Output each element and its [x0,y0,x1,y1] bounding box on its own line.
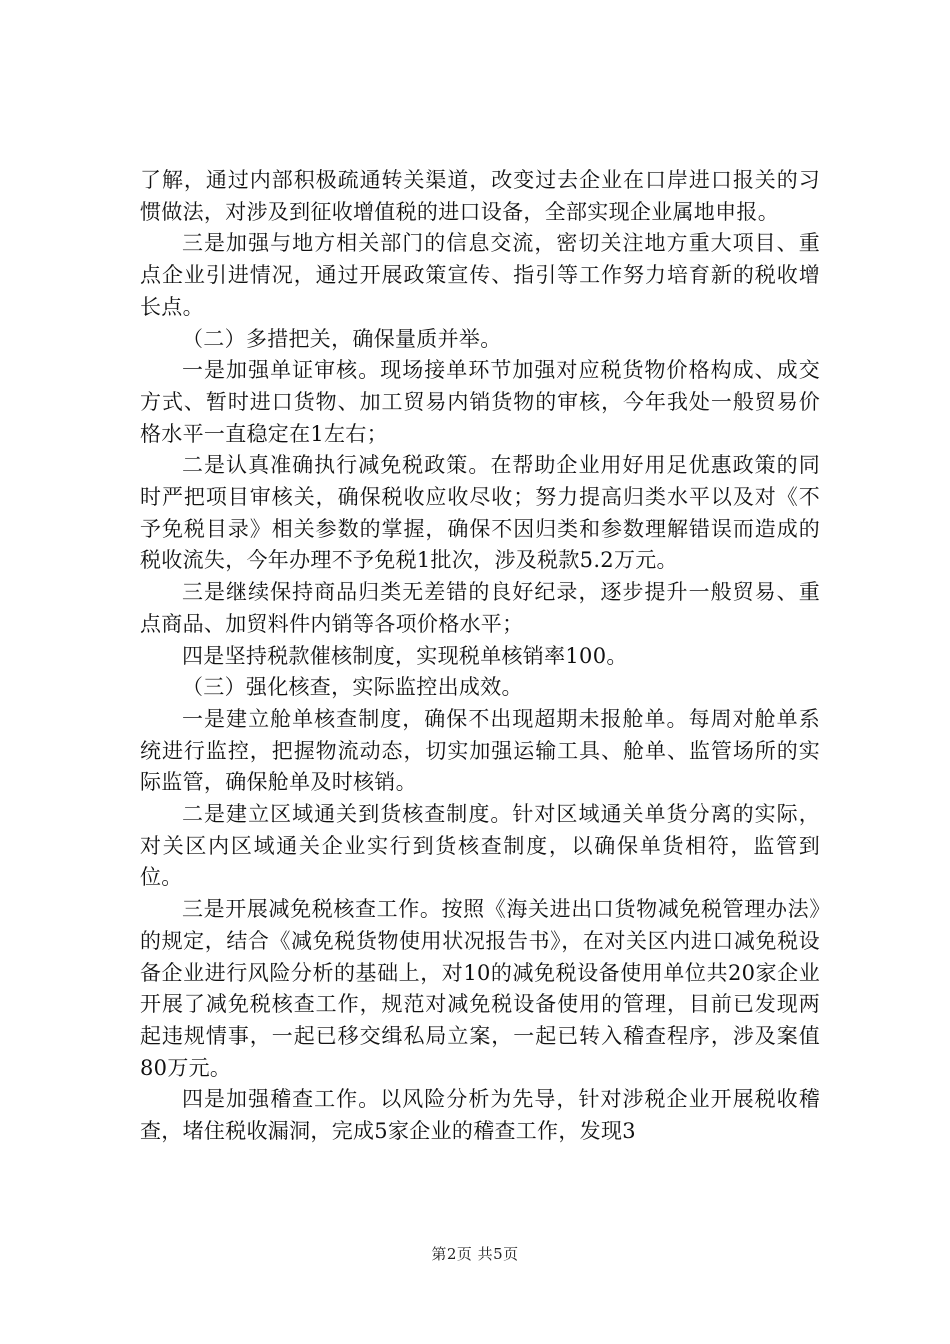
paragraph-11: 三是开展减免税核查工作。按照《海关进出口货物减免税管理办法》的规定，结合《减免税货物使用状况报告书》，在对关区内进口减免税设备企业进行风险分析的基础上，对10的减免税设备使用单位共20家企业开展了减免税核查工作，规范对减免税设备使用的管理，目前已发现两起违规情事，一起已移交缉私局立案，一起已转入稽查程序，涉及案值80万元。 [140,897,820,1080]
page-number: 第2页 共5页 [431,1245,519,1263]
page-footer [0,1243,950,1264]
section-heading-2: （二）多措把关，确保量质并举。 [182,326,502,351]
paragraph-7: 四是坚持税款催核制度，实现税单核销率100。 [182,643,628,668]
paragraph-9: 一是建立舱单核查制度，确保不出现超期未报舱单。每周对舱单系统进行监控，把握物流动态，切实加强运输工具、舱单、监管场所的实际监管，确保舱单及时核销。 [140,706,820,795]
paragraph-5: 二是认真准确执行减免税政策。在帮助企业用好用足优惠政策的同时严把项目审核关，确保税收应收尽收；努力提高归类水平以及对《不予免税目录》相关参数的掌握，确保不因归类和参数理解错误而造成的税收流失，今年办理不予免税1批次，涉及税款5.2万元。 [140,453,820,573]
section-heading-3: （三）强化核查，实际监控出成效。 [182,675,523,700]
paragraph-6: 三是继续保持商品归类无差错的良好纪录，逐步提升一般贸易、重点商品、加贸料件内销等各项价格水平； [140,580,820,636]
paragraph-12: 四是加强稽查工作。以风险分析为先导，针对涉税企业开展税收稽查，堵住税收漏洞，完成5家企业的稽查工作，发现3 [140,1087,820,1144]
paragraph-2: 三是加强与地方相关部门的信息交流，密切关注地方重大项目、重点企业引进情况，通过开展政策宣传、指引等工作努力培育新的税收增长点。 [140,231,820,319]
paragraph-1: 了解，通过内部积极疏通转关渠道，改变过去企业在口岸进口报关的习惯做法，对涉及到征收增值税的进口设备，全部实现企业属地申报。 [140,168,820,224]
paragraph-4: 一是加强单证审核。现场接单环节加强对应税货物价格构成、成交方式、暂时进口货物、加工贸易内销货物的审核，今年我处一般贸易价格水平一直稳定在1左右； [140,358,820,446]
paragraph-10: 二是建立区域通关到货核查制度。针对区域通关单货分离的实际，对关区内区域通关企业实行到货核查制度，以确保单货相符，监管到位。 [140,802,820,890]
document-body [140,165,820,1148]
